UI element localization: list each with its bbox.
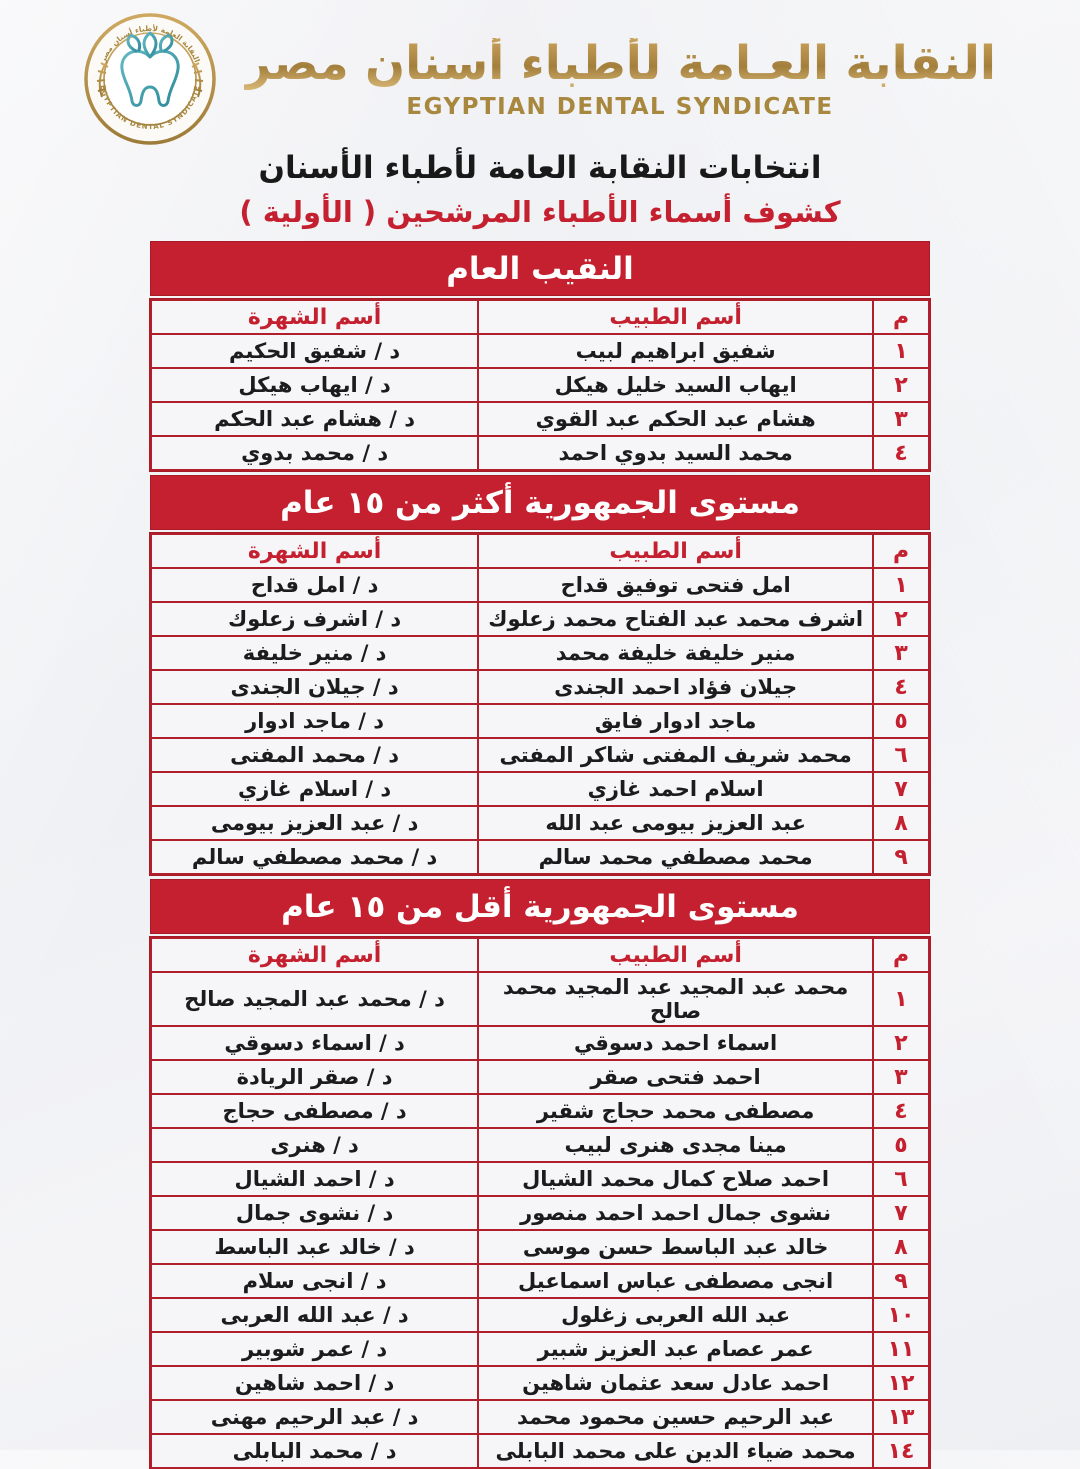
- cell-row-number: ٨: [873, 1230, 929, 1264]
- cell-doctor-name: محمد ضياء الدين على محمد البابلى: [478, 1434, 873, 1468]
- column-header-doctor-name: أسم الطبيب: [478, 534, 873, 568]
- cell-fame-name: د / محمد بدوي: [151, 436, 478, 470]
- table-row: [151, 1128, 929, 1162]
- cell-doctor-name: خالد عبد الباسط حسن موسى: [478, 1230, 873, 1264]
- column-header-fame-name: أسم الشهرة: [151, 300, 478, 334]
- column-header-fame-name: أسم الشهرة: [151, 938, 478, 972]
- cell-doctor-name: عمر عصام عبد العزيز شبير: [478, 1332, 873, 1366]
- table-row: [151, 840, 929, 874]
- cell-row-number: ٩: [873, 840, 929, 874]
- cell-row-number: ٣: [873, 1060, 929, 1094]
- column-header-doctor-name: أسم الطبيب: [478, 938, 873, 972]
- table-row: [151, 1298, 929, 1332]
- table-row: [151, 568, 929, 602]
- page-title: انتخابات النقابة العامة لأطباء الأسنان: [258, 150, 822, 186]
- cell-doctor-name: شفيق ابراهيم لبيب: [478, 334, 873, 368]
- cell-fame-name: د / اشرف زعلوك: [151, 602, 478, 636]
- cell-doctor-name: جيلان فؤاد احمد الجندى: [478, 670, 873, 704]
- seal-bottom-english-text: EGYPTIAN DENTAL SYNDICATE: [98, 84, 202, 132]
- table-row: [151, 1196, 929, 1230]
- cell-fame-name: د / محمد عبد المجيد صالح: [151, 972, 478, 1026]
- column-header-number: م: [873, 938, 929, 972]
- cell-doctor-name: نشوى جمال احمد احمد منصور: [478, 1196, 873, 1230]
- column-header-doctor-name: أسم الطبيب: [478, 300, 873, 334]
- cell-row-number: ٢: [873, 1026, 929, 1060]
- cell-row-number: ٣: [873, 636, 929, 670]
- column-header-fame-name: أسم الشهرة: [151, 534, 478, 568]
- table-row: [151, 1366, 929, 1400]
- table-row: [151, 602, 929, 636]
- table-row: [151, 1162, 929, 1196]
- cell-doctor-name: عبد الله العربى زغلول: [478, 1298, 873, 1332]
- cell-row-number: ٧: [873, 772, 929, 806]
- cell-fame-name: د / محمد مصطفي سالم: [151, 840, 478, 874]
- cell-doctor-name: محمد عبد المجيد عبد المجيد محمد صالح: [478, 972, 873, 1026]
- cell-fame-name: د / عبد العزيز بيومى: [151, 806, 478, 840]
- section-title-band: النقيب العام: [150, 241, 930, 296]
- table-row: [151, 1094, 929, 1128]
- cell-row-number: ١٢: [873, 1366, 929, 1400]
- cell-row-number: ١٤: [873, 1434, 929, 1468]
- cell-fame-name: د / اسلام غازي: [151, 772, 478, 806]
- table-row: [151, 704, 929, 738]
- cell-doctor-name: هشام عبد الحكم عبد القوي: [478, 402, 873, 436]
- cell-doctor-name: مصطفى محمد حجاج شقير: [478, 1094, 873, 1128]
- cell-fame-name: د / عبد الرحيم مهنى: [151, 1400, 478, 1434]
- candidate-section: [150, 475, 930, 875]
- table-row: [151, 368, 929, 402]
- candidate-section: [150, 879, 930, 1469]
- cell-doctor-name: مينا مجدى هنرى لبيب: [478, 1128, 873, 1162]
- cell-row-number: ٩: [873, 1264, 929, 1298]
- cell-fame-name: د / عمر شوبير: [151, 1332, 478, 1366]
- table-header-row: [151, 534, 929, 568]
- cell-doctor-name: منير خليفة خليفة محمد: [478, 636, 873, 670]
- candidate-section: [150, 241, 930, 471]
- cell-fame-name: د / احمد شاهين: [151, 1366, 478, 1400]
- cell-row-number: ٧: [873, 1196, 929, 1230]
- table-row: [151, 738, 929, 772]
- cell-row-number: ٥: [873, 704, 929, 738]
- cell-row-number: ٤: [873, 436, 929, 470]
- table-row: [151, 806, 929, 840]
- seal-top-arabic-text: النقابة العامة لأطباء أسنان مصر: [98, 23, 202, 64]
- section-title-band: مستوى الجمهورية أكثر من ١٥ عام: [150, 475, 930, 530]
- cell-doctor-name: محمد شريف المفتى شاكر المفتى: [478, 738, 873, 772]
- cell-row-number: ١١: [873, 1332, 929, 1366]
- cell-fame-name: د / خالد عبد الباسط: [151, 1230, 478, 1264]
- cell-fame-name: د / ماجد ادوار: [151, 704, 478, 738]
- cell-fame-name: د / هنرى: [151, 1128, 478, 1162]
- table-header-row: [151, 300, 929, 334]
- table-row: [151, 334, 929, 368]
- cell-fame-name: د / منير خليفة: [151, 636, 478, 670]
- cell-row-number: ٥: [873, 1128, 929, 1162]
- cell-row-number: ٢: [873, 368, 929, 402]
- cell-doctor-name: محمد مصطفي محمد سالم: [478, 840, 873, 874]
- table-row: [151, 1332, 929, 1366]
- table-row: [151, 1230, 929, 1264]
- cell-row-number: ١: [873, 972, 929, 1026]
- cell-row-number: ٣: [873, 402, 929, 436]
- cell-fame-name: د / انجى سلام: [151, 1264, 478, 1298]
- cell-fame-name: د / هشام عبد الحكم: [151, 402, 478, 436]
- cell-row-number: ٤: [873, 670, 929, 704]
- table-row: [151, 1264, 929, 1298]
- cell-doctor-name: اشرف محمد عبد الفتاح محمد زعلوك: [478, 602, 873, 636]
- cell-fame-name: د / محمد البابلى: [151, 1434, 478, 1468]
- cell-doctor-name: امل فتحى توفيق قداح: [478, 568, 873, 602]
- cell-fame-name: د / اسماء دسوقي: [151, 1026, 478, 1060]
- cell-fame-name: د / جيلان الجندى: [151, 670, 478, 704]
- table-row: [151, 1060, 929, 1094]
- section-title-band: مستوى الجمهورية أقل من ١٥ عام: [150, 879, 930, 934]
- cell-fame-name: د / احمد الشيال: [151, 1162, 478, 1196]
- brand-english-name: EGYPTIAN DENTAL SYNDICATE: [406, 93, 834, 120]
- candidates-table: [150, 937, 930, 1469]
- cell-fame-name: د / مصطفى حجاج: [151, 1094, 478, 1128]
- table-row: [151, 636, 929, 670]
- candidates-table: [150, 299, 930, 471]
- cell-doctor-name: عبد العزيز بيومى عبد الله: [478, 806, 873, 840]
- table-row: [151, 772, 929, 806]
- brand-arabic-calligraphy: النقابة العـامة لأطباء أسنان مصر: [244, 36, 996, 92]
- header: [0, 0, 1080, 148]
- cell-fame-name: د / نشوى جمال: [151, 1196, 478, 1230]
- cell-row-number: ١٣: [873, 1400, 929, 1434]
- cell-doctor-name: اسلام احمد غازي: [478, 772, 873, 806]
- table-header-row: [151, 938, 929, 972]
- cell-row-number: ٨: [873, 806, 929, 840]
- cell-doctor-name: احمد صلاح كمال محمد الشيال: [478, 1162, 873, 1196]
- cell-doctor-name: احمد عادل سعد عثمان شاهين: [478, 1366, 873, 1400]
- candidates-table: [150, 533, 930, 875]
- cell-doctor-name: احمد فتحى صقر: [478, 1060, 873, 1094]
- cell-fame-name: د / ايهاب هيكل: [151, 368, 478, 402]
- cell-doctor-name: ايهاب السيد خليل هيكل: [478, 368, 873, 402]
- cell-fame-name: د / محمد المفتى: [151, 738, 478, 772]
- cell-row-number: ٦: [873, 738, 929, 772]
- cell-fame-name: د / شفيق الحكيم: [151, 334, 478, 368]
- cell-row-number: ٤: [873, 1094, 929, 1128]
- table-row: [151, 402, 929, 436]
- cell-doctor-name: ماجد ادوار فايق: [478, 704, 873, 738]
- syndicate-seal-logo: [84, 13, 216, 145]
- table-row: [151, 1400, 929, 1434]
- page-subtitle: كشوف أسماء الأطباء المرشحين ( الأولية ): [239, 195, 841, 229]
- column-header-number: م: [873, 534, 929, 568]
- table-row: [151, 670, 929, 704]
- cell-doctor-name: محمد السيد بدوي احمد: [478, 436, 873, 470]
- cell-fame-name: د / عبد الله العربى: [151, 1298, 478, 1332]
- cell-row-number: ١: [873, 334, 929, 368]
- column-header-number: م: [873, 300, 929, 334]
- table-row: [151, 972, 929, 1026]
- table-row: [151, 1434, 929, 1468]
- cell-row-number: ٦: [873, 1162, 929, 1196]
- brand-text: [244, 38, 996, 120]
- sections: [150, 241, 930, 1469]
- table-row: [151, 1026, 929, 1060]
- cell-row-number: ٢: [873, 602, 929, 636]
- cell-doctor-name: عبد الرحيم حسين محمود محمد: [478, 1400, 873, 1434]
- cell-row-number: ١٠: [873, 1298, 929, 1332]
- cell-fame-name: د / صقر الريادة: [151, 1060, 478, 1094]
- cell-fame-name: د / امل قداح: [151, 568, 478, 602]
- table-row: [151, 436, 929, 470]
- cell-doctor-name: اسماء احمد دسوقي: [478, 1026, 873, 1060]
- cell-doctor-name: انجى مصطفى عباس اسماعيل: [478, 1264, 873, 1298]
- cell-row-number: ١: [873, 568, 929, 602]
